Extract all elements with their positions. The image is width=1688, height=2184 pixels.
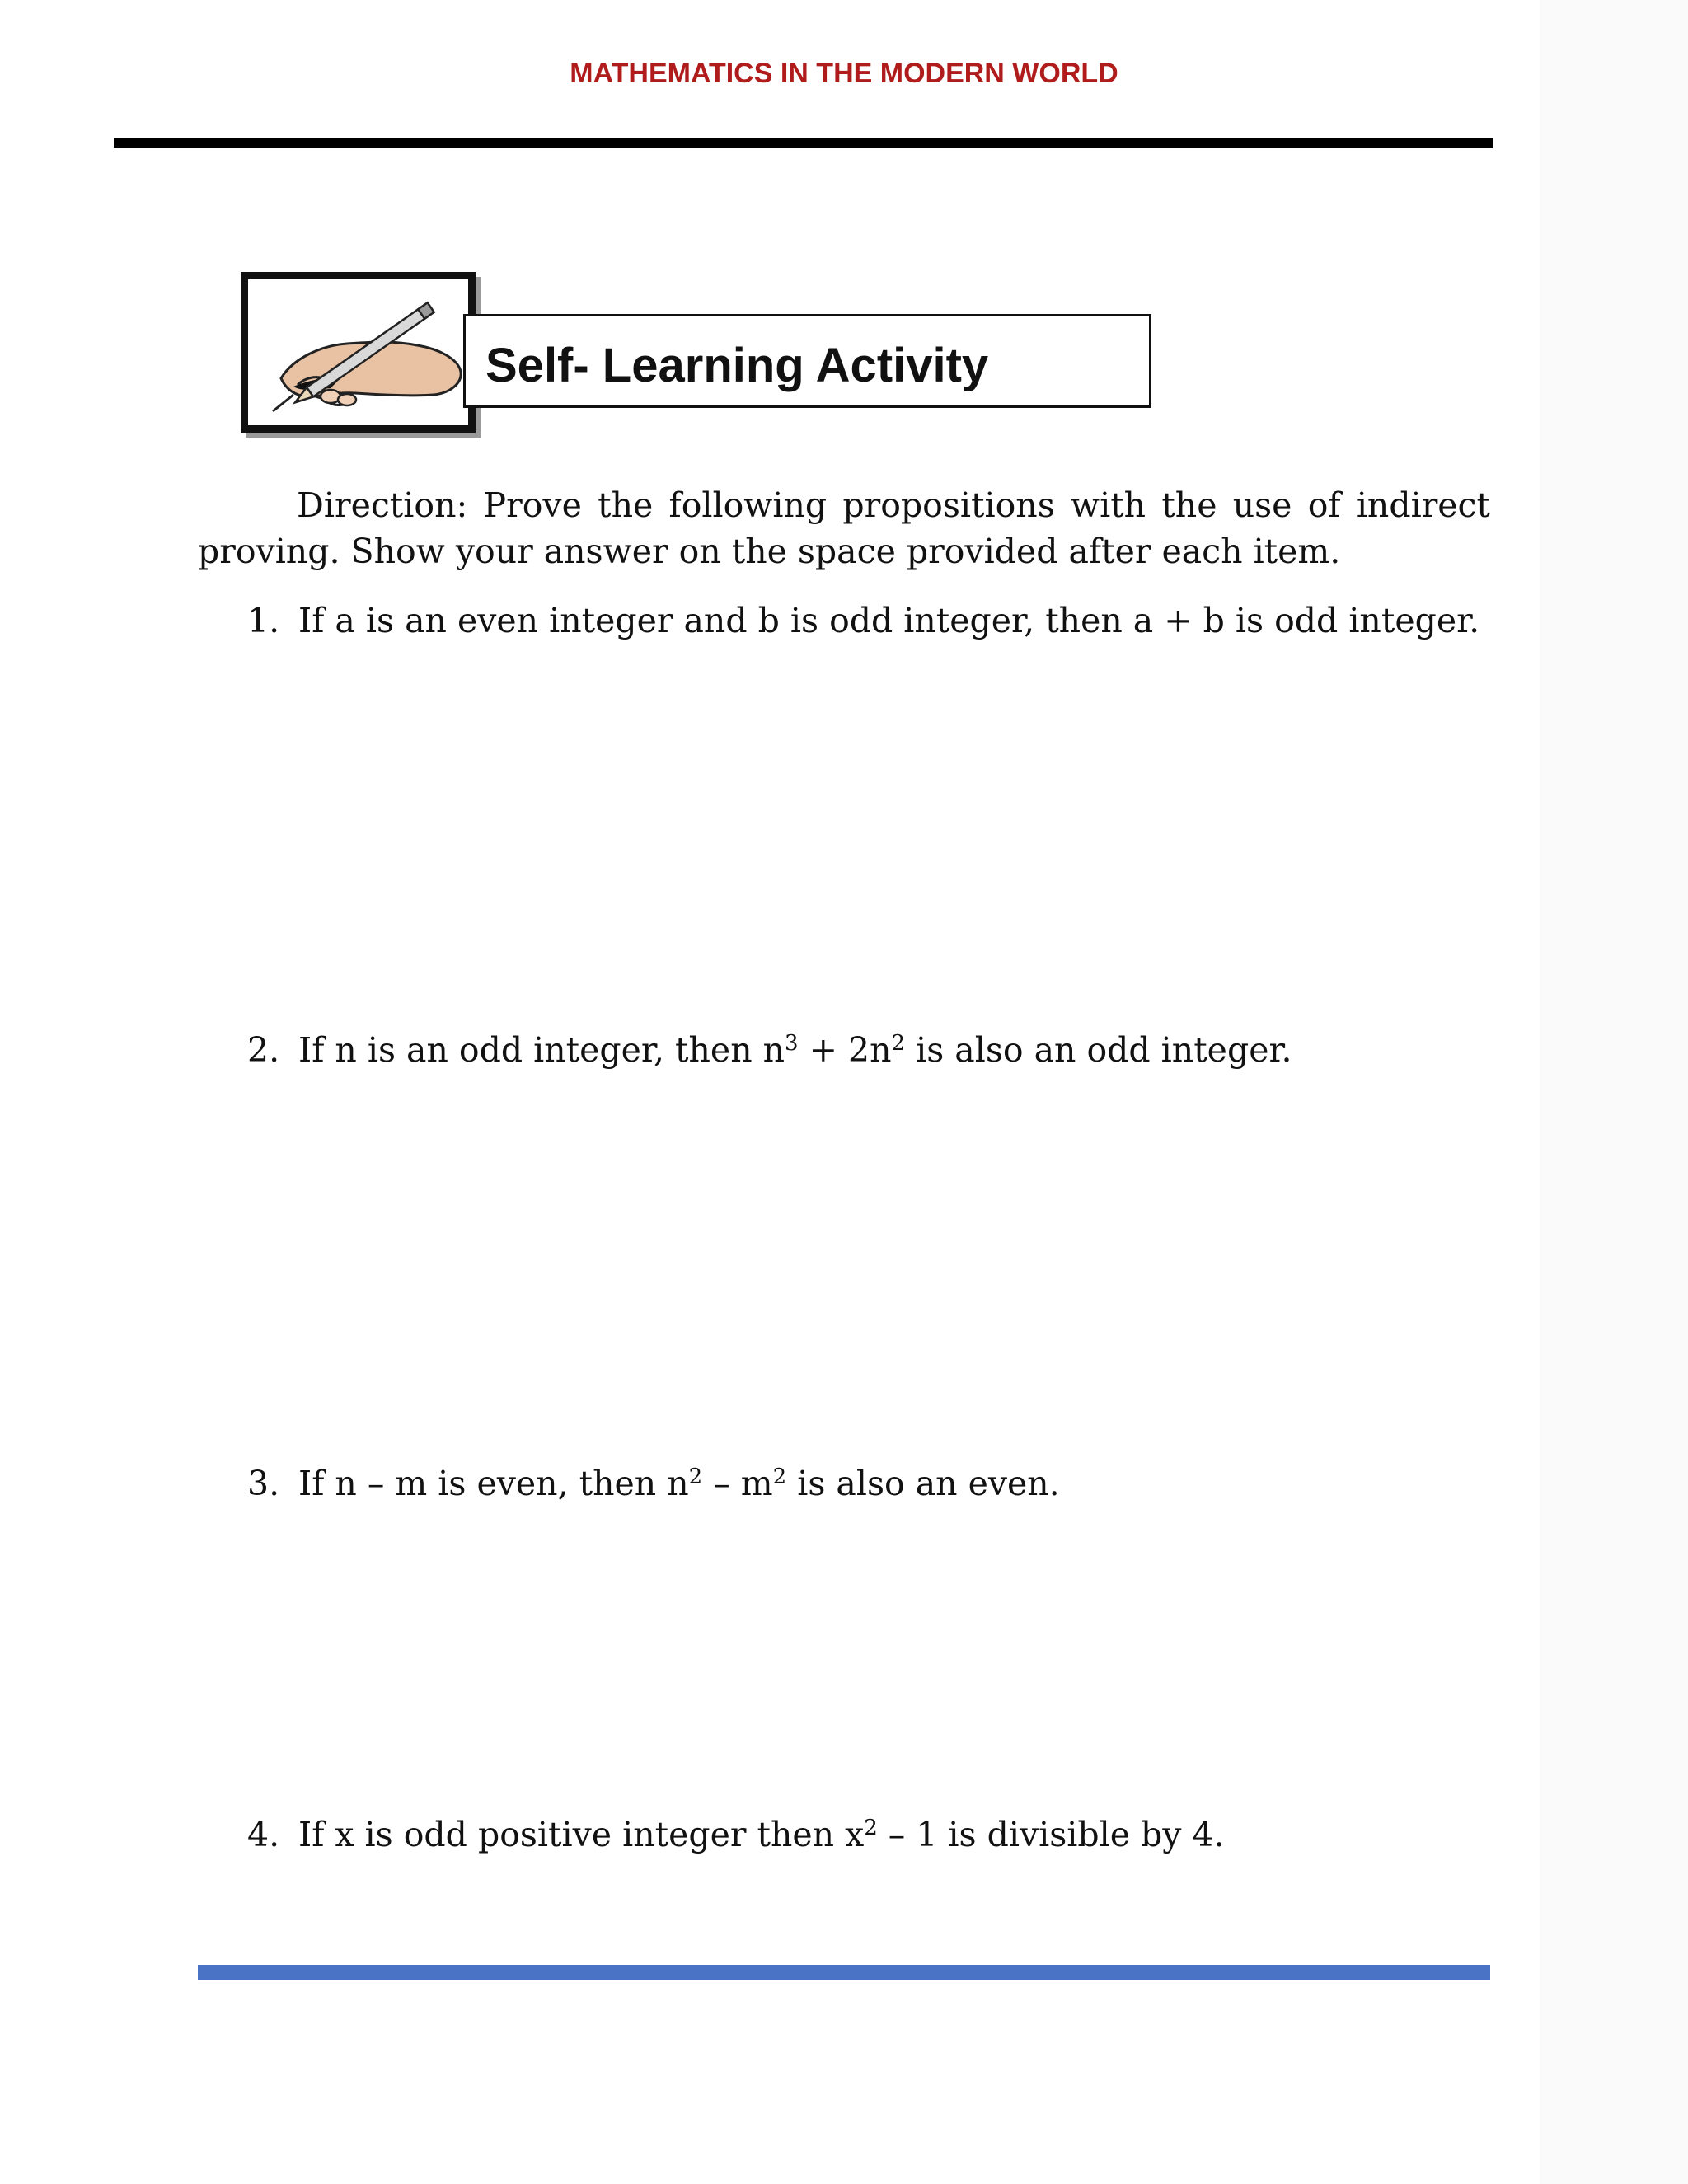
header-rule xyxy=(114,138,1493,148)
question-number: 4. xyxy=(247,1815,280,1854)
question-text: is also an even. xyxy=(786,1464,1060,1503)
exponent: 2 xyxy=(772,1465,787,1489)
activity-title: Self- Learning Activity xyxy=(485,339,989,392)
activity-badge xyxy=(241,272,476,433)
question-text: If a is an even integer and b is odd integer, then a + b is odd integer. xyxy=(298,601,1480,640)
page-margin-shade xyxy=(1540,0,1688,2184)
exponent: 2 xyxy=(688,1465,703,1489)
exponent: 2 xyxy=(891,1031,906,1056)
question-number: 3. xyxy=(247,1464,280,1503)
exponent: 3 xyxy=(785,1031,799,1056)
page-header-title: MATHEMATICS IN THE MODERN WORLD xyxy=(570,58,1118,89)
hand-writing-with-pencil-icon xyxy=(248,279,468,425)
question-3 xyxy=(247,1460,1060,1507)
question-text: If n – m is even, then n xyxy=(298,1464,689,1503)
activity-title-box xyxy=(463,314,1151,408)
question-2 xyxy=(247,1027,1292,1073)
question-1 xyxy=(247,598,1479,644)
footer-bar xyxy=(198,1965,1490,1980)
question-4 xyxy=(247,1811,1225,1858)
question-text: is also an odd integer. xyxy=(905,1030,1292,1070)
question-text: – 1 is divisible by 4. xyxy=(877,1815,1225,1854)
question-text: If n is an odd integer, then n xyxy=(298,1030,785,1070)
exponent: 2 xyxy=(864,1816,878,1840)
question-text: + 2n xyxy=(798,1030,892,1070)
question-text: – m xyxy=(702,1464,773,1503)
direction-paragraph: Direction: Prove the following propositions with the use of indirect proving. Show your answer on the space provided after each item. xyxy=(198,485,1490,571)
question-text: If x is odd positive integer then x xyxy=(298,1815,865,1854)
question-number: 2. xyxy=(247,1030,280,1070)
question-number: 1. xyxy=(247,601,280,640)
